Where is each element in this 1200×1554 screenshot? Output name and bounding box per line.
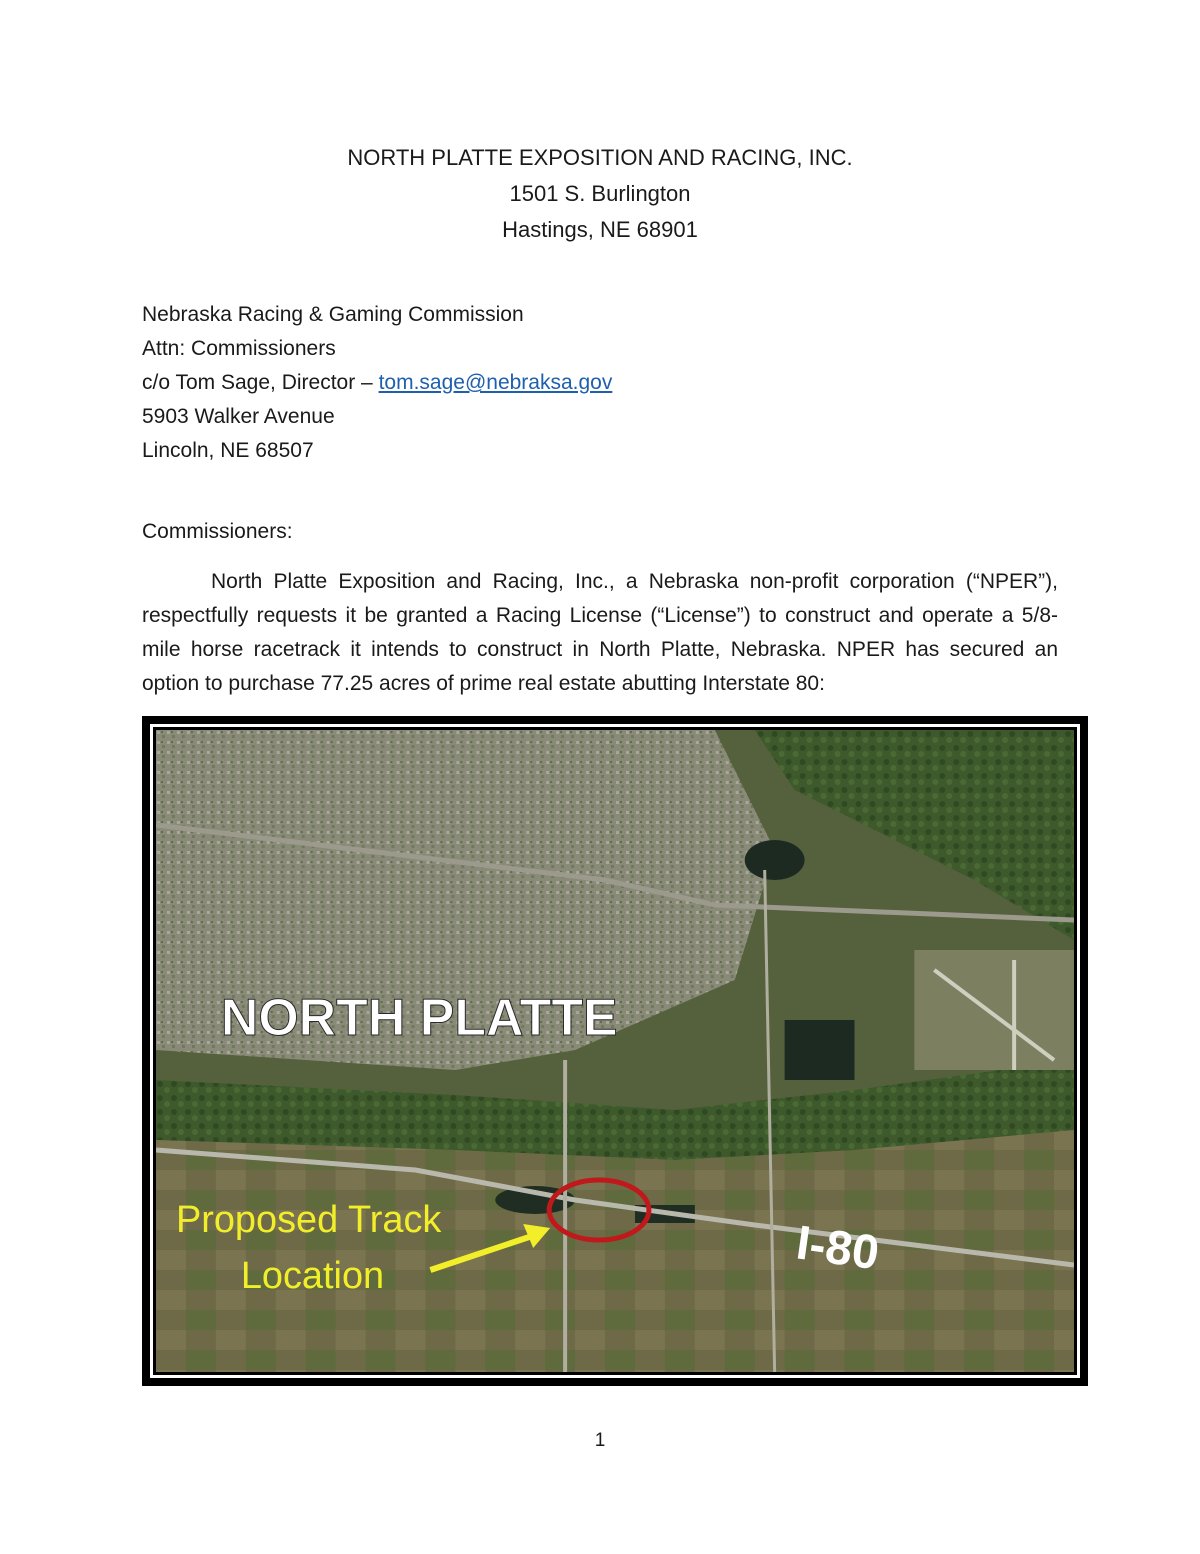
- recipient-line-1: Nebraska Racing & Gaming Commission: [142, 303, 524, 326]
- map-fields: [156, 1130, 1074, 1372]
- map-city-label: NORTH PLATTE: [220, 988, 618, 1048]
- recipient-line-4: 5903 Walker Avenue: [142, 405, 335, 428]
- recipient-line-2: Attn: Commissioners: [142, 337, 336, 360]
- map-highway-label: I-80: [793, 1216, 883, 1281]
- body-paragraph: North Platte Exposition and Racing, Inc., a Nebraska non-profit corporation (“NPER”), respectfully requests it be granted a Racing License (“License”) to construct and operate a 5/8-mile horse racetrack it intends to construct in North Platte, Nebraska. NPER has secured an option to purchase 77.25 acres of prime real estate abutting Interstate 80:: [142, 570, 1058, 695]
- letterhead-org: NORTH PLATTE EXPOSITION AND RACING, INC.: [347, 145, 853, 170]
- map-location-label-line2: Location: [240, 1254, 385, 1298]
- recipient-address: [142, 298, 612, 468]
- aerial-map: [156, 730, 1074, 1372]
- recipient-line-5: Lincoln, NE 68507: [142, 439, 314, 462]
- map-location-label-line1: Proposed Track: [175, 1198, 442, 1242]
- map-water: [785, 1020, 855, 1080]
- letterhead: [0, 140, 1200, 248]
- map-airport: [914, 950, 1074, 1070]
- map-inner-border: [150, 724, 1080, 1378]
- page-number: 1: [594, 1430, 606, 1451]
- recipient-line-3: [142, 366, 612, 400]
- recipient-line-3-prefix: c/o Tom Sage, Director –: [142, 371, 379, 394]
- recipient-email-link[interactable]: tom.sage@nebraksa.gov: [378, 371, 613, 394]
- map-figure: [142, 716, 1088, 1386]
- letterhead-street: 1501 S. Burlington: [509, 181, 691, 206]
- letterhead-city: Hastings, NE 68901: [502, 217, 698, 242]
- salutation: Commissioners:: [142, 520, 293, 543]
